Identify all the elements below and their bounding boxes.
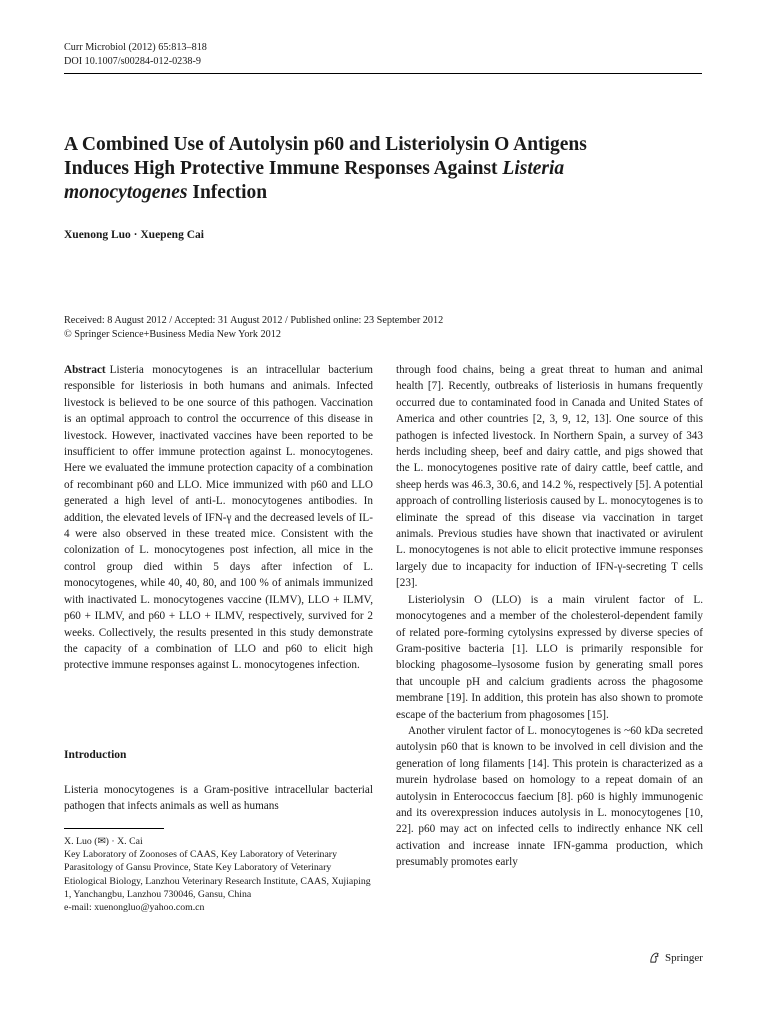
- publisher-name: Springer: [665, 951, 703, 964]
- corresponding-authors: X. Luo (✉) · X. Cai: [64, 836, 143, 847]
- header-rule: [64, 73, 702, 74]
- title-line-1: A Combined Use of Autolysin p60 and Listeriolysin O Antigens: [64, 134, 587, 155]
- abstract-text: Listeria monocytogenes is an intracellular bacterium responsible for listeriosis in both humans and animals. Infected livestock is believed to be one source of this pathogen. Vaccination is an optimal approach to control the occurrence of this disease in livestock. However, inactivated vaccines have been reported to be insufficient to offer immune protection against L. monocytogenes. Here we evaluated the immune protection capacity of a combination of recombinant p60 and LLO. Mice immunized with p60 and LLO generated a high level of anti-L. monocytogenes antibodies. In addition, the elevated levels of IFN-γ and the decreased levels of IL-4 were also observed in these treated mice. Consistent with the colonization of L. monocytogenes post infection, all mice in the control group died within 5 days after infection of L. monocytogenes, while 40, 40, 80, and 100 % of animals immunized with inactivated L. monocytogenes vaccine (ILMV), LLO + ILMV, p60 + ILMV, and p60 + LLO + ILMV, respectively, survived for 2 weeks. Collectively, the results presented in this study demonstrate the capacity of a combination of LLO and p60 to elicit high protective immune responses against L. monocytogenes infection.: [64, 364, 373, 672]
- body-paragraph: Listeriolysin O (LLO) is a main virulent factor of L. monocytogenes and a member of the cholesterol-dependent family of related pore-forming cytolysins expressed by diverse species of Gram-positive bacteria [1]. LLO is primarily responsible for blocking phagosome–lysosome fusion by generating small pores that uncouple pH and calcium gradients across the phagosome membrane [19]. In addition, this protein has also shown to promote escape of the bacterium from phagosomes [15].: [396, 593, 703, 721]
- title-line-2a: Induces High Protective Immune Responses Against: [64, 158, 503, 179]
- affiliation-address: Key Laboratory of Zoonoses of CAAS, Key Laboratory of Veterinary Parasitology of Gansu Province, State Key Laboratory of Veterinary Etiological Biology, Lanzhou Veterinary Research Institute, CAAS, Xujiaping 1, Yanchangbu, Lanzhou 730046, Gansu, China: [64, 849, 371, 900]
- springer-horse-icon: [648, 951, 661, 964]
- copyright-line: © Springer Science+Business Media New York 2012: [64, 329, 281, 340]
- title-line-3b: Infection: [187, 182, 268, 203]
- introduction-heading: Introduction: [64, 749, 127, 761]
- right-column: [396, 362, 703, 871]
- abstract-label: Abstract: [64, 364, 106, 376]
- author-list: Xuenong Luo · Xuepeng Cai: [64, 229, 204, 241]
- dates-line: Received: 8 August 2012 / Accepted: 31 August 2012 / Published online: 23 September 2012: [64, 315, 444, 326]
- author-email[interactable]: e-mail: xuenongluo@yahoo.com.cn: [64, 902, 205, 914]
- title-line-3a: monocytogenes: [64, 182, 188, 203]
- publisher-logo: [648, 951, 703, 964]
- body-paragraph: through food chains, being a great threat to human and animal health [7]. Recently, outbreaks of listeriosis in humans frequently occurred due to contaminated food in Canada and United States of America and other countries [2, 3, 9, 12, 13]. One source of this pathogen is infected livestock. In Northern Spain, a survey of 343 herds including sheep, beef and dairy cattle, and pigs showed that the L. monocytogenes positive rate of dairy cattle, beef cattle, and sheep herds was 46.3, 30.6, and 14.2 %, respectively [5]. A potential approach of controlling listeriosis caused by L. monocytogenes is to eliminate the spread of this disease via vaccination in target animals. Previous studies have shown that inactivated or avirulent L. monocytogenes is not able to elicit protective immune responses largely due to incapacity for induction of IFN-γ-secreting T cells [23].: [396, 364, 703, 590]
- journal-line: Curr Microbiol (2012) 65:813–818: [64, 42, 207, 53]
- doi-line: DOI 10.1007/s00284-012-0238-9: [64, 56, 201, 67]
- title-line-2b: Listeria: [502, 158, 565, 179]
- author-affiliation: [64, 835, 373, 914]
- journal-citation: [64, 41, 207, 69]
- introduction-text: Listeria monocytogenes is a Gram-positive intracellular bacterial pathogen that infects animals as well as humans: [64, 784, 373, 813]
- article-title: [64, 133, 694, 205]
- publication-dates: [64, 314, 443, 342]
- abstract-block: [64, 362, 373, 674]
- body-paragraph: Another virulent factor of L. monocytogenes is ~60 kDa secreted autolysin p60 that is known to be involved in cell division and the generation of long filaments [14]. This protein is characterized as a murein hydrolase based on homology to a repeat domain of an autolysin in Enterococcus faecium [8]. p60 is highly immunogenic and its overexpression induces autolysis in L. monocytogenes [10, 22]. p60 may act on infected cells to indirectly enhance NK cell activation and increase innate IFN-gamma production, which presumably promotes early: [396, 724, 703, 869]
- footnote-rule: [64, 828, 164, 829]
